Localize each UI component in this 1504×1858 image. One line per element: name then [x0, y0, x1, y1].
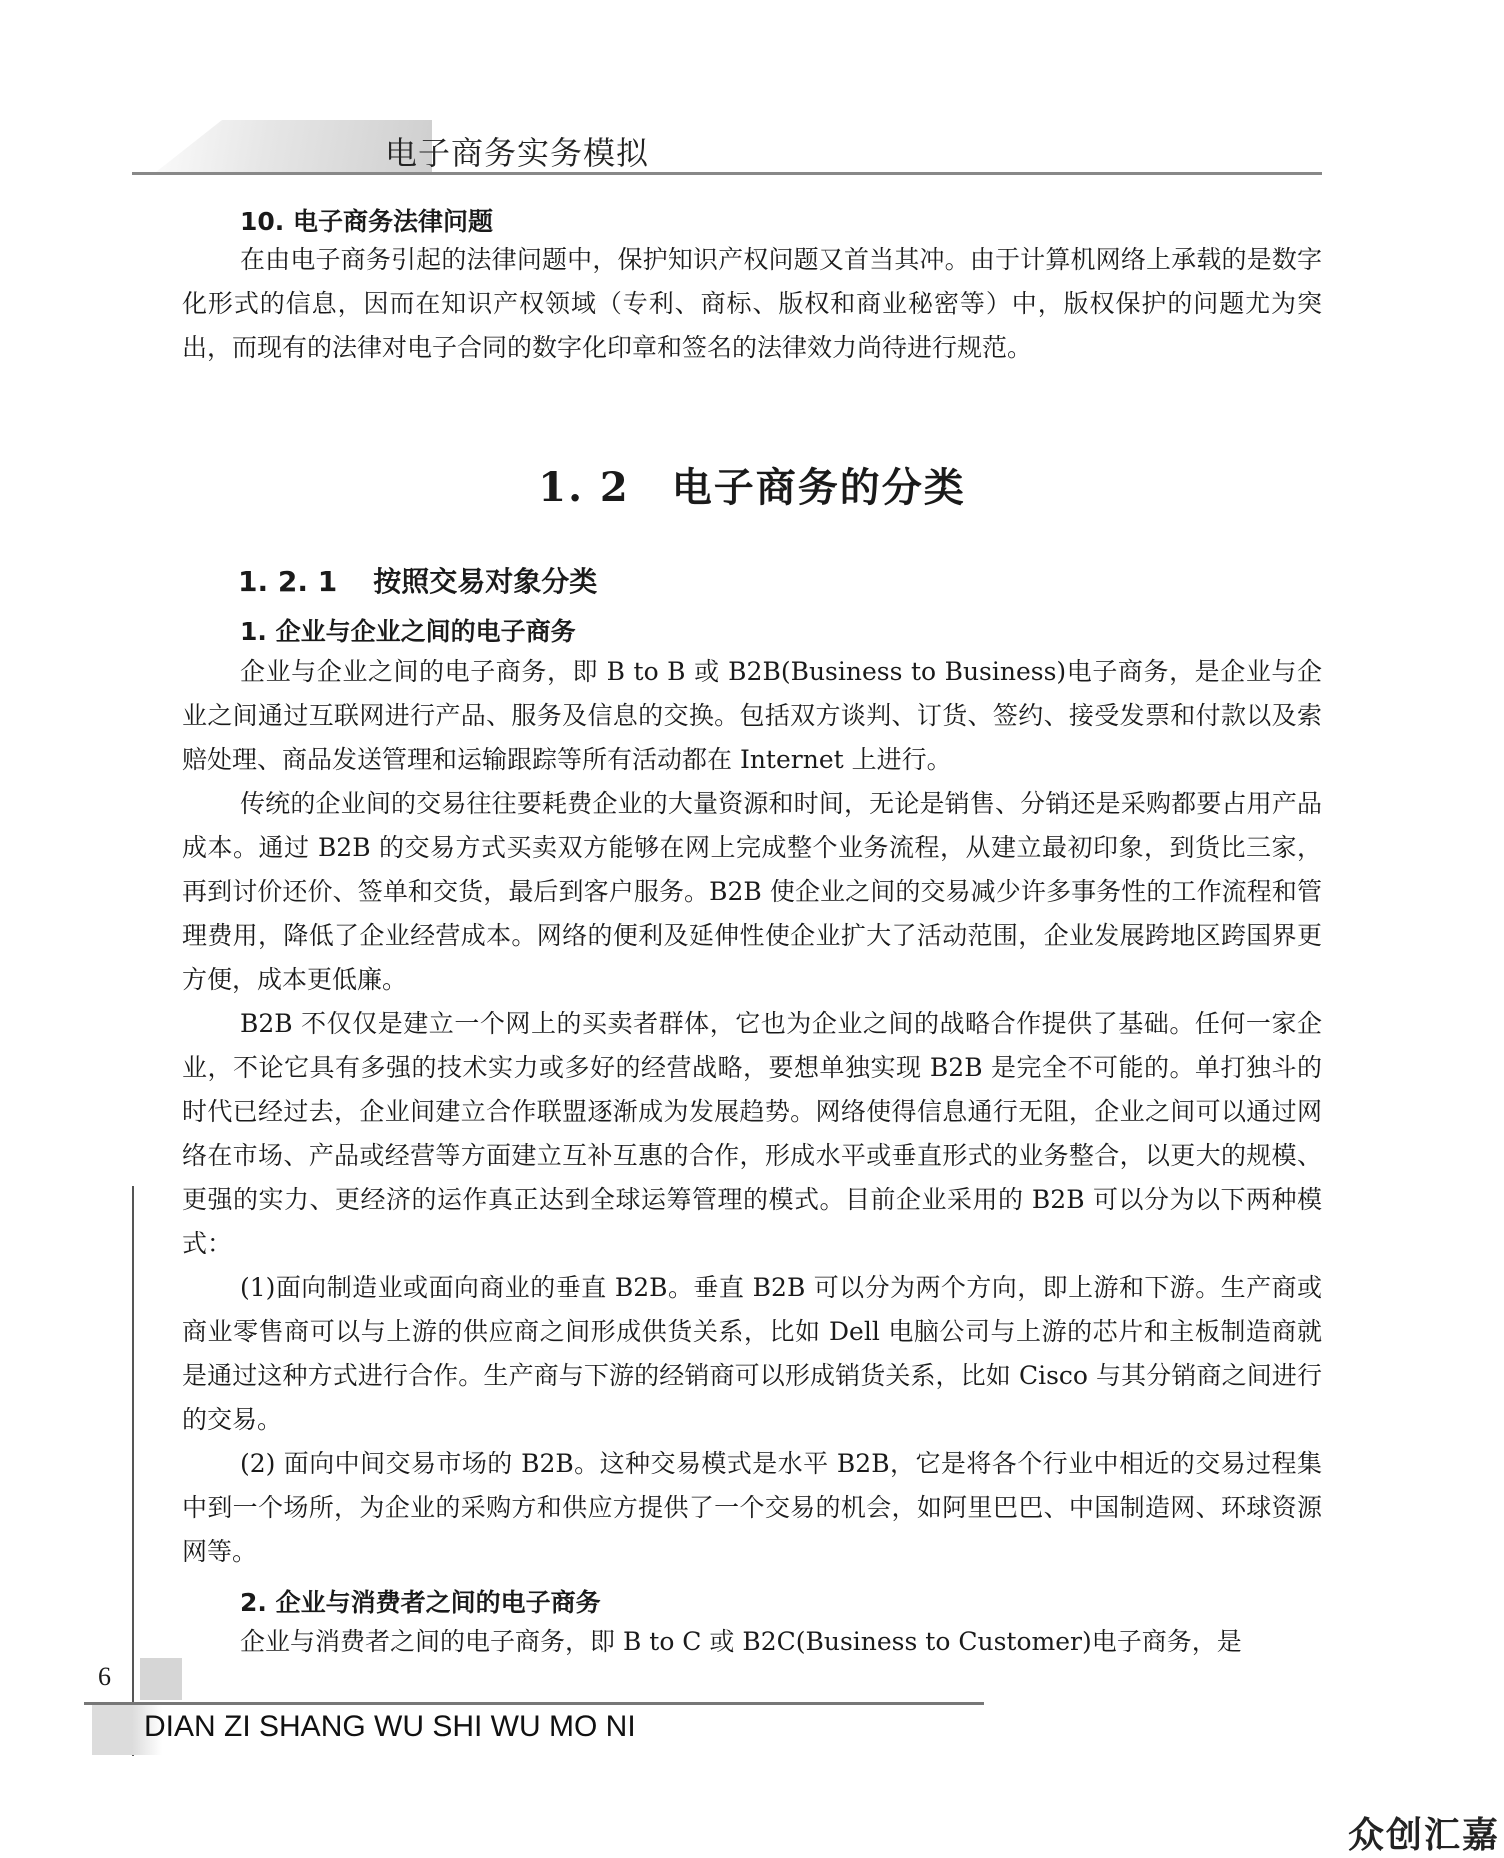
subsection-label: 按照交易对象分类: [373, 565, 598, 598]
paragraph-text: 在由电子商务引起的法律问题中，保护知识产权问题又首当其冲。由于计算机网络上承载的是数字化形式的信息，因而在知识产权领域（专利、商标、版权和商业秘密等）中，版权保护的问题尤为突出，而现有的法律对电子合同的数字化印章和签名的法律效力尚待进行规范。: [182, 245, 1322, 362]
heading-legal-issues: 10. 电子商务法律问题: [240, 207, 493, 236]
b2b-body: [182, 650, 1322, 1574]
paragraph: (1)面向制造业或面向商业的垂直 B2B。垂直 B2B 可以分为两个方向，即上游和下游。生产商或商业零售商可以与上游的供应商之间形成供货关系，比如 Dell 电脑公司与上游的芯片和主板制造商就是通过这种方式进行合作。生产商与下游的经销商可以形成销货关系，比如 Cisco 与其分销商之间进行的交易。: [182, 1273, 1322, 1434]
page-number: 6: [98, 1662, 111, 1691]
heading-b2b: 1. 企业与企业之间的电子商务: [240, 617, 576, 646]
watermark: 众创汇嘉: [1347, 1815, 1500, 1856]
heading-b2c: 2. 企业与消费者之间的电子商务: [240, 1588, 601, 1617]
section-title: 1. 2 电子商务的分类: [538, 464, 966, 511]
margin-rule: [132, 1186, 134, 1756]
header-rule: [132, 172, 1322, 175]
running-header-title: 电子商务实务模拟: [385, 134, 650, 172]
paragraph: B2B 不仅仅是建立一个网上的买卖者群体，它也为企业之间的战略合作提供了基础。任何一家企业，不论它具有多强的技术实力或多好的经营战略，要想单独实现 B2B 是完全不可能的。单打独斗的时代已经过去，企业间建立合作联盟逐渐成为发展趋势。网络使得信息通行无阻，企业之间可以通过网络在市场、产品或经营等方面建立互补互惠的合作，形成水平或垂直形式的业务整合，以更大的规模、更强的实力、更经济的运作真正达到全球运筹管理的模式。目前企业采用的 B2B 可以分为以下两种模式：: [182, 1009, 1322, 1258]
paragraph: 企业与消费者之间的电子商务，即 B to C 或 B2C(Business to Customer)电子商务，是: [240, 1627, 1242, 1656]
paragraph: 企业与企业之间的电子商务，即 B to B 或 B2B(Business to Business)电子商务，是企业与企业之间通过互联网进行产品、服务及信息的交换。包括双方谈判、订货、签约、接受发票和付款以及索赔处理、商品发送管理和运输跟踪等所有活动都在 Internet 上进行。: [182, 657, 1322, 774]
subsection-number: 1. 2. 1: [238, 565, 338, 598]
footer-running-title: DIAN ZI SHANG WU SHI WU MO NI: [144, 1710, 636, 1743]
paragraph: 传统的企业间的交易往往要耗费企业的大量资源和时间，无论是销售、分销还是采购都要占用产品成本。通过 B2B 的交易方式买卖双方能够在网上完成整个业务流程，从建立最初印象，到货比三家，再到讨价还价、签单和交货，最后到客户服务。B2B 使企业之间的交易减少许多事务性的工作流程和管理费用，降低了企业经营成本。网络的便利及延伸性使企业扩大了活动范围，企业发展跨地区跨国界更方便，成本更低廉。: [182, 789, 1322, 994]
paragraph: (2) 面向中间交易市场的 B2B。这种交易模式是水平 B2B，它是将各个行业中相近的交易过程集中到一个场所，为企业的采购方和供应方提供了一个交易的机会，如阿里巴巴、中国制造网、环球资源网等。: [182, 1449, 1322, 1566]
subsection-title: [238, 560, 597, 600]
paragraph-legal-issues: [182, 238, 1322, 370]
b2c-body: [182, 1620, 1322, 1664]
footer-square: [140, 1658, 182, 1700]
